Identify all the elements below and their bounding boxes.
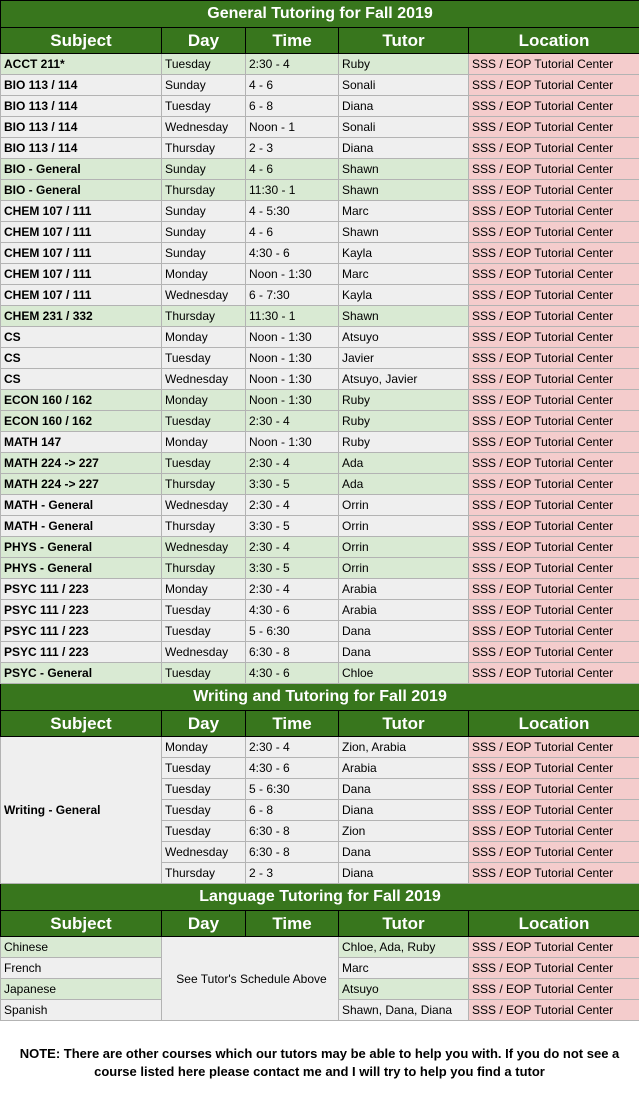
col-header-time: Time: [246, 711, 339, 737]
location-cell: SSS / EOP Tutorial Center: [469, 180, 639, 201]
location-cell: SSS / EOP Tutorial Center: [469, 979, 639, 1000]
location-cell: SSS / EOP Tutorial Center: [469, 243, 639, 264]
tutor-cell: Orrin: [339, 516, 469, 537]
day-cell: Thursday: [162, 306, 246, 327]
tutor-cell: Marc: [339, 264, 469, 285]
time-cell: 2:30 - 4: [246, 737, 339, 758]
writing-section-title: Writing and Tutoring for Fall 2019: [1, 684, 639, 711]
day-cell: Monday: [162, 579, 246, 600]
table-row: [1, 432, 639, 453]
subject-cell: PHYS - General: [1, 558, 162, 579]
time-cell: 4 - 5:30: [246, 201, 339, 222]
subject-cell: ACCT 211*: [1, 54, 162, 75]
subject-cell: CS: [1, 327, 162, 348]
table-row: [1, 264, 639, 285]
subject-cell: ECON 160 / 162: [1, 411, 162, 432]
tutor-cell: Shawn: [339, 180, 469, 201]
time-cell: 3:30 - 5: [246, 558, 339, 579]
col-header-tutor: Tutor: [339, 911, 469, 937]
location-cell: SSS / EOP Tutorial Center: [469, 432, 639, 453]
time-cell: 2:30 - 4: [246, 54, 339, 75]
day-cell: Wednesday: [162, 117, 246, 138]
location-cell: SSS / EOP Tutorial Center: [469, 800, 639, 821]
location-cell: SSS / EOP Tutorial Center: [469, 958, 639, 979]
subject-cell: BIO 113 / 114: [1, 96, 162, 117]
col-header-tutor: Tutor: [339, 711, 469, 737]
subject-cell: BIO - General: [1, 159, 162, 180]
col-header-day: Day: [162, 28, 246, 54]
day-cell: Tuesday: [162, 758, 246, 779]
location-cell: SSS / EOP Tutorial Center: [469, 600, 639, 621]
day-cell: Wednesday: [162, 369, 246, 390]
time-cell: 4 - 6: [246, 222, 339, 243]
table-row: [1, 117, 639, 138]
subject-cell: CS: [1, 348, 162, 369]
location-cell: SSS / EOP Tutorial Center: [469, 54, 639, 75]
time-cell: 2:30 - 4: [246, 453, 339, 474]
subject-cell: French: [1, 958, 162, 979]
day-cell: Thursday: [162, 180, 246, 201]
day-cell: Monday: [162, 264, 246, 285]
tutor-cell: Shawn, Dana, Diana: [339, 1000, 469, 1021]
tutor-cell: Sonali: [339, 75, 469, 96]
subject-cell: Chinese: [1, 937, 162, 958]
time-cell: 4:30 - 6: [246, 663, 339, 684]
table-row: [1, 453, 639, 474]
location-cell: SSS / EOP Tutorial Center: [469, 138, 639, 159]
day-cell: Tuesday: [162, 411, 246, 432]
location-cell: SSS / EOP Tutorial Center: [469, 75, 639, 96]
time-cell: 6 - 8: [246, 96, 339, 117]
subject-cell: BIO 113 / 114: [1, 75, 162, 96]
day-cell: Sunday: [162, 243, 246, 264]
time-cell: Noon - 1:30: [246, 432, 339, 453]
time-cell: 2:30 - 4: [246, 495, 339, 516]
table-row: [1, 159, 639, 180]
time-cell: 3:30 - 5: [246, 474, 339, 495]
general-header-row: [1, 28, 639, 54]
time-cell: 2:30 - 4: [246, 411, 339, 432]
subject-cell: BIO 113 / 114: [1, 117, 162, 138]
table-row: [1, 411, 639, 432]
day-cell: Tuesday: [162, 453, 246, 474]
table-row: [1, 558, 639, 579]
table-row: [1, 579, 639, 600]
location-cell: SSS / EOP Tutorial Center: [469, 579, 639, 600]
day-cell: Sunday: [162, 222, 246, 243]
day-cell: Thursday: [162, 863, 246, 884]
day-cell: Wednesday: [162, 285, 246, 306]
writing-header-row: [1, 711, 639, 737]
location-cell: SSS / EOP Tutorial Center: [469, 621, 639, 642]
time-cell: 11:30 - 1: [246, 180, 339, 201]
subject-cell: CHEM 107 / 111: [1, 285, 162, 306]
time-cell: Noon - 1:30: [246, 327, 339, 348]
tutor-cell: Zion, Arabia: [339, 737, 469, 758]
subject-cell: CHEM 107 / 111: [1, 201, 162, 222]
time-cell: 4 - 6: [246, 159, 339, 180]
table-row: [1, 663, 639, 684]
tutor-cell: Orrin: [339, 495, 469, 516]
col-header-time: Time: [246, 28, 339, 54]
day-cell: Tuesday: [162, 663, 246, 684]
tutor-cell: Atsuyo: [339, 979, 469, 1000]
table-row: [1, 390, 639, 411]
subject-cell: ECON 160 / 162: [1, 390, 162, 411]
note-text: There are other courses which our tutors may be able to help you with. If you do not see a course listed here please contact me and I will try to help you find a tutor: [63, 1046, 620, 1079]
time-cell: 5 - 6:30: [246, 779, 339, 800]
table-row: [1, 327, 639, 348]
time-cell: 6:30 - 8: [246, 642, 339, 663]
time-cell: 3:30 - 5: [246, 516, 339, 537]
tutor-cell: Shawn: [339, 306, 469, 327]
subject-cell: CHEM 107 / 111: [1, 264, 162, 285]
col-header-tutor: Tutor: [339, 28, 469, 54]
time-cell: 2 - 3: [246, 863, 339, 884]
tutor-cell: Dana: [339, 621, 469, 642]
subject-cell: MATH 224 -> 227: [1, 453, 162, 474]
tutor-cell: Arabia: [339, 600, 469, 621]
location-cell: SSS / EOP Tutorial Center: [469, 863, 639, 884]
tutor-cell: Zion: [339, 821, 469, 842]
table-row: [1, 222, 639, 243]
table-row: [1, 600, 639, 621]
location-cell: SSS / EOP Tutorial Center: [469, 285, 639, 306]
location-cell: SSS / EOP Tutorial Center: [469, 821, 639, 842]
table-row: [1, 516, 639, 537]
tutor-cell: Atsuyo, Javier: [339, 369, 469, 390]
day-cell: Monday: [162, 390, 246, 411]
location-cell: SSS / EOP Tutorial Center: [469, 474, 639, 495]
location-cell: SSS / EOP Tutorial Center: [469, 516, 639, 537]
day-cell: Tuesday: [162, 779, 246, 800]
day-cell: Tuesday: [162, 800, 246, 821]
subject-cell: PSYC - General: [1, 663, 162, 684]
day-cell: Monday: [162, 432, 246, 453]
time-cell: 4:30 - 6: [246, 243, 339, 264]
time-cell: 11:30 - 1: [246, 306, 339, 327]
tutor-cell: Arabia: [339, 758, 469, 779]
location-cell: SSS / EOP Tutorial Center: [469, 264, 639, 285]
tutor-cell: Kayla: [339, 243, 469, 264]
day-cell: Sunday: [162, 159, 246, 180]
tutor-cell: Ruby: [339, 432, 469, 453]
tutor-cell: Ruby: [339, 411, 469, 432]
tutor-cell: Ruby: [339, 54, 469, 75]
location-cell: SSS / EOP Tutorial Center: [469, 558, 639, 579]
footer-note: [0, 1021, 639, 1081]
col-header-location: Location: [469, 711, 639, 737]
tutor-cell: Ruby: [339, 390, 469, 411]
time-cell: 5 - 6:30: [246, 621, 339, 642]
subject-cell: PSYC 111 / 223: [1, 600, 162, 621]
subject-cell: CHEM 231 / 332: [1, 306, 162, 327]
tutor-cell: Orrin: [339, 558, 469, 579]
table-row: [1, 495, 639, 516]
col-header-day: Day: [162, 911, 246, 937]
col-header-time: Time: [246, 911, 339, 937]
tutor-cell: Diana: [339, 138, 469, 159]
time-cell: Noon - 1:30: [246, 348, 339, 369]
location-cell: SSS / EOP Tutorial Center: [469, 348, 639, 369]
tutor-cell: Marc: [339, 201, 469, 222]
time-cell: Noon - 1:30: [246, 264, 339, 285]
day-cell: Monday: [162, 737, 246, 758]
tutor-cell: Ada: [339, 474, 469, 495]
col-header-location: Location: [469, 28, 639, 54]
location-cell: SSS / EOP Tutorial Center: [469, 390, 639, 411]
time-cell: Noon - 1: [246, 117, 339, 138]
note-label: NOTE:: [19, 1046, 61, 1061]
tutor-cell: Diana: [339, 800, 469, 821]
schedule-note-cell: See Tutor's Schedule Above: [162, 937, 339, 1021]
time-cell: 2:30 - 4: [246, 537, 339, 558]
tutor-cell: Dana: [339, 779, 469, 800]
subject-cell: CS: [1, 369, 162, 390]
subject-cell: PSYC 111 / 223: [1, 579, 162, 600]
tutor-cell: Dana: [339, 642, 469, 663]
location-cell: SSS / EOP Tutorial Center: [469, 159, 639, 180]
tutor-cell: Diana: [339, 96, 469, 117]
subject-cell: Spanish: [1, 1000, 162, 1021]
time-cell: 6:30 - 8: [246, 842, 339, 863]
subject-cell: PSYC 111 / 223: [1, 621, 162, 642]
location-cell: SSS / EOP Tutorial Center: [469, 222, 639, 243]
day-cell: Thursday: [162, 474, 246, 495]
location-cell: SSS / EOP Tutorial Center: [469, 96, 639, 117]
table-row: [1, 348, 639, 369]
table-row: [1, 474, 639, 495]
table-row: [1, 54, 639, 75]
tutor-cell: Shawn: [339, 159, 469, 180]
day-cell: Tuesday: [162, 348, 246, 369]
time-cell: 6:30 - 8: [246, 821, 339, 842]
col-header-subject: Subject: [1, 28, 162, 54]
language-section-title: Language Tutoring for Fall 2019: [1, 884, 639, 911]
location-cell: SSS / EOP Tutorial Center: [469, 737, 639, 758]
subject-cell: PSYC 111 / 223: [1, 642, 162, 663]
tutor-cell: Marc: [339, 958, 469, 979]
table-row: [1, 201, 639, 222]
tutor-cell: Diana: [339, 863, 469, 884]
tutor-cell: Chloe: [339, 663, 469, 684]
day-cell: Tuesday: [162, 54, 246, 75]
day-cell: Sunday: [162, 75, 246, 96]
tutor-cell: Chloe, Ada, Ruby: [339, 937, 469, 958]
col-header-subject: Subject: [1, 711, 162, 737]
tutor-cell: Javier: [339, 348, 469, 369]
time-cell: 6 - 7:30: [246, 285, 339, 306]
location-cell: SSS / EOP Tutorial Center: [469, 1000, 639, 1021]
time-cell: 4 - 6: [246, 75, 339, 96]
location-cell: SSS / EOP Tutorial Center: [469, 937, 639, 958]
table-row: [1, 243, 639, 264]
location-cell: SSS / EOP Tutorial Center: [469, 779, 639, 800]
subject-cell: CHEM 107 / 111: [1, 222, 162, 243]
general-section-title: General Tutoring for Fall 2019: [1, 1, 639, 28]
tutor-cell: Ada: [339, 453, 469, 474]
subject-cell: MATH - General: [1, 516, 162, 537]
day-cell: Tuesday: [162, 821, 246, 842]
day-cell: Wednesday: [162, 537, 246, 558]
day-cell: Thursday: [162, 558, 246, 579]
time-cell: 4:30 - 6: [246, 758, 339, 779]
location-cell: SSS / EOP Tutorial Center: [469, 663, 639, 684]
location-cell: SSS / EOP Tutorial Center: [469, 306, 639, 327]
table-row: [1, 642, 639, 663]
location-cell: SSS / EOP Tutorial Center: [469, 411, 639, 432]
language-header-row: [1, 911, 639, 937]
day-cell: Wednesday: [162, 495, 246, 516]
table-row: [1, 537, 639, 558]
day-cell: Monday: [162, 327, 246, 348]
time-cell: 2 - 3: [246, 138, 339, 159]
day-cell: Thursday: [162, 138, 246, 159]
day-cell: Tuesday: [162, 600, 246, 621]
day-cell: Tuesday: [162, 96, 246, 117]
location-cell: SSS / EOP Tutorial Center: [469, 117, 639, 138]
tutor-cell: Atsuyo: [339, 327, 469, 348]
subject-cell: CHEM 107 / 111: [1, 243, 162, 264]
table-row: [1, 285, 639, 306]
table-row: [1, 737, 639, 758]
table-row: [1, 180, 639, 201]
table-row: [1, 138, 639, 159]
day-cell: Wednesday: [162, 842, 246, 863]
subject-cell: PHYS - General: [1, 537, 162, 558]
day-cell: Wednesday: [162, 642, 246, 663]
col-header-subject: Subject: [1, 911, 162, 937]
table-row: [1, 306, 639, 327]
tutor-cell: Dana: [339, 842, 469, 863]
table-row: [1, 937, 639, 958]
subject-cell: Writing - General: [1, 737, 162, 884]
location-cell: SSS / EOP Tutorial Center: [469, 642, 639, 663]
tutor-cell: Shawn: [339, 222, 469, 243]
location-cell: SSS / EOP Tutorial Center: [469, 495, 639, 516]
subject-cell: MATH 147: [1, 432, 162, 453]
location-cell: SSS / EOP Tutorial Center: [469, 842, 639, 863]
subject-cell: BIO - General: [1, 180, 162, 201]
subject-cell: BIO 113 / 114: [1, 138, 162, 159]
table-row: [1, 96, 639, 117]
day-cell: Tuesday: [162, 621, 246, 642]
col-header-location: Location: [469, 911, 639, 937]
writing-rows: [1, 737, 639, 884]
general-rows: [1, 54, 639, 684]
time-cell: 4:30 - 6: [246, 600, 339, 621]
table-row: [1, 621, 639, 642]
location-cell: SSS / EOP Tutorial Center: [469, 327, 639, 348]
time-cell: 6 - 8: [246, 800, 339, 821]
tutor-cell: Arabia: [339, 579, 469, 600]
table-row: [1, 75, 639, 96]
col-header-day: Day: [162, 711, 246, 737]
tutor-cell: Kayla: [339, 285, 469, 306]
time-cell: 2:30 - 4: [246, 579, 339, 600]
location-cell: SSS / EOP Tutorial Center: [469, 758, 639, 779]
location-cell: SSS / EOP Tutorial Center: [469, 201, 639, 222]
time-cell: Noon - 1:30: [246, 390, 339, 411]
location-cell: SSS / EOP Tutorial Center: [469, 369, 639, 390]
table-row: [1, 369, 639, 390]
subject-cell: MATH 224 -> 227: [1, 474, 162, 495]
tutor-cell: Orrin: [339, 537, 469, 558]
day-cell: Sunday: [162, 201, 246, 222]
tutor-cell: Sonali: [339, 117, 469, 138]
language-rows: [1, 937, 639, 1021]
location-cell: SSS / EOP Tutorial Center: [469, 453, 639, 474]
subject-cell: Japanese: [1, 979, 162, 1000]
subject-cell: MATH - General: [1, 495, 162, 516]
location-cell: SSS / EOP Tutorial Center: [469, 537, 639, 558]
time-cell: Noon - 1:30: [246, 369, 339, 390]
day-cell: Thursday: [162, 516, 246, 537]
